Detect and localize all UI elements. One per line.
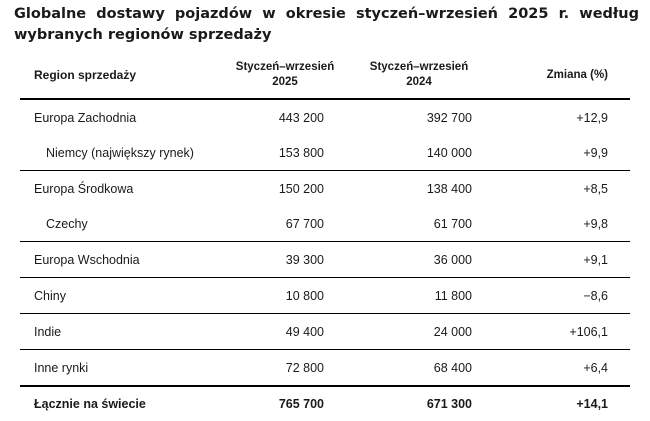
row-label: Inne rynki bbox=[34, 360, 89, 375]
table-row-niemcy bbox=[20, 135, 630, 171]
value-2025: 67 700 bbox=[218, 206, 352, 242]
row-label: Europa Zachodnia bbox=[34, 110, 137, 125]
row-label: Niemcy (największy rynek) bbox=[20, 135, 218, 171]
value-2024: 138 400 bbox=[426, 181, 472, 196]
header-2025-period: Styczeń–wrzesień bbox=[235, 61, 335, 73]
row-label: Europa Wschodnia bbox=[20, 242, 218, 278]
value-change: +9,8 bbox=[486, 206, 630, 242]
value-2025: 150 200 bbox=[278, 181, 324, 196]
table-header-row bbox=[20, 52, 630, 99]
value-2025: 39 300 bbox=[218, 242, 352, 278]
total-2025: 765 700 bbox=[218, 386, 352, 421]
value-change: −8,6 bbox=[486, 278, 630, 314]
table-row-europa-zachodnia bbox=[20, 99, 630, 135]
header-change: Zmiana (%) bbox=[486, 52, 630, 99]
row-label: Indie bbox=[20, 314, 218, 350]
table-row-czechy bbox=[20, 206, 630, 242]
value-2024: 61 700 bbox=[352, 206, 486, 242]
row-label: Chiny bbox=[20, 278, 218, 314]
value-2024: 24 000 bbox=[352, 314, 486, 350]
value-change: +9,1 bbox=[486, 242, 630, 278]
value-2024: 68 400 bbox=[433, 360, 472, 375]
header-2025 bbox=[218, 52, 352, 99]
deliveries-table bbox=[20, 52, 630, 421]
value-change: +9,9 bbox=[486, 135, 630, 171]
value-change: +106,1 bbox=[486, 314, 630, 350]
header-2024-year: 2024 bbox=[406, 76, 432, 88]
row-label: Europa Środkowa bbox=[34, 181, 134, 196]
value-2025: 72 800 bbox=[285, 360, 324, 375]
total-change: +14,1 bbox=[486, 386, 630, 421]
value-2025: 443 200 bbox=[278, 110, 324, 125]
header-2025-year: 2025 bbox=[272, 76, 298, 88]
value-2024: 11 800 bbox=[352, 278, 486, 314]
row-label: Czechy bbox=[20, 206, 218, 242]
table-row-total bbox=[20, 386, 630, 421]
table-row-inne-rynki bbox=[20, 350, 630, 387]
value-2025: 10 800 bbox=[218, 278, 352, 314]
value-2024: 392 700 bbox=[426, 110, 472, 125]
table-row-europa-srodkowa bbox=[20, 171, 630, 207]
table-row-indie bbox=[20, 314, 630, 350]
value-2025: 153 800 bbox=[218, 135, 352, 171]
value-2024: 36 000 bbox=[352, 242, 486, 278]
header-2024-period: Styczeń–wrzesień bbox=[369, 61, 469, 73]
header-2024 bbox=[352, 52, 486, 99]
header-region: Region sprzedaży bbox=[20, 52, 218, 99]
page-title: Globalne dostawy pojazdów w okresie styczeń–wrzesień 2025 r. według wybranych regionów sprzedaży bbox=[14, 6, 639, 43]
value-2025: 49 400 bbox=[218, 314, 352, 350]
table-row-chiny bbox=[20, 278, 630, 314]
table-row-europa-wschodnia bbox=[20, 242, 630, 278]
value-change: +12,9 bbox=[576, 110, 608, 125]
value-change: +6,4 bbox=[583, 360, 608, 375]
value-change: +8,5 bbox=[583, 181, 608, 196]
total-label: Łącznie na świecie bbox=[20, 386, 218, 421]
value-2024: 140 000 bbox=[352, 135, 486, 171]
total-2024: 671 300 bbox=[352, 386, 486, 421]
